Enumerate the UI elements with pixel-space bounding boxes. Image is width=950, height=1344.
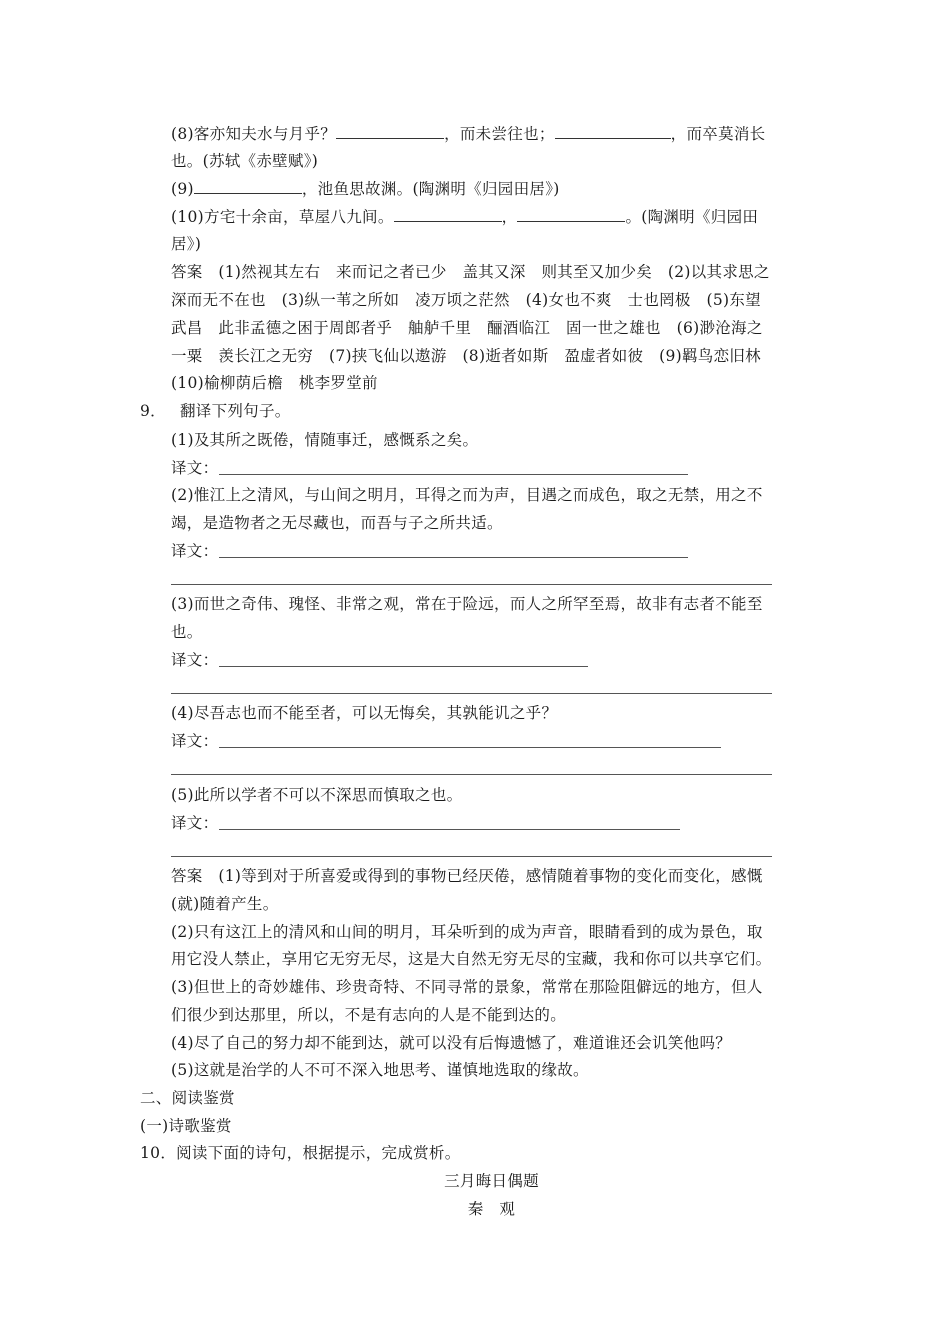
question-9-text: (9) [171,180,194,198]
sentence-2-cont: 竭，是造物者之无尽藏也，而吾与子之所共适。 [171,514,503,532]
question-10-line [171,207,758,227]
answer-blank[interactable] [194,179,302,194]
question-number: 9． [140,402,166,420]
answer-line: (5)这就是治学的人不可不深入地思考、谨慎地选取的缘故。 [171,1061,589,1079]
answer-blank[interactable] [517,207,625,222]
answer-line: (3)但世上的奇妙雄伟、珍贵奇特、不同寻常的景象，常常在那险阻僻远的地方，但人 [171,978,763,996]
sentence-3: (3)而世之奇伟、瑰怪、非常之观，常在于险远，而人之所罕至焉，故非有志者不能至 [171,595,763,613]
answer-line-rule[interactable] [219,829,680,830]
question-9-heading [140,401,291,421]
question-8-text: ，而卒莫消长 [670,125,766,143]
question-10-prompt: 10．阅读下面的诗句，根据提示，完成赏析。 [140,1144,461,1162]
answer-blank[interactable] [336,124,444,139]
question-8-source: 也。(苏轼《赤壁赋》) [171,152,319,170]
sentence-4: (4)尽吾志也而不能至者，可以无悔矣，其孰能讥之乎？ [171,704,558,722]
sentence-1: (1)及其所之既倦，情随事迁，感慨系之矣。 [171,431,479,449]
question-8-text: ，而未尝往也； [444,125,555,143]
translation-label: 译文： [171,732,219,750]
answer-line-rule[interactable] [219,557,688,558]
answer-line: 深而无不在也 (3)纵一苇之所如 凌万顷之茫然 (4)女也不爽 士也罔极 (5)东望 [171,291,761,309]
translation-label: 译文： [171,651,219,669]
answer-line-rule[interactable] [219,666,588,667]
sentence-3-cont: 也。 [171,623,203,641]
subsection-heading: (一)诗歌鉴赏 [140,1117,232,1135]
answer-line: 一粟 羡长江之无穷 (7)挟飞仙以遨游 (8)逝者如斯 盈虚者如彼 (9)羁鸟恋旧林 [171,347,761,365]
answer-line-rule[interactable] [219,747,721,748]
answer-blank[interactable] [394,207,502,222]
sentence-2: (2)惟江上之清风，与山间之明月，耳得之而为声，目遇之而成色，取之无禁，用之不 [171,486,763,504]
answer-line: 武昌 此非孟德之困于周郎者乎 舳舻千里 酾酒临江 固一世之雄也 (6)渺沧海之 [171,319,763,337]
answer-line: 们很少到达那里，所以，不是有志向的人是不能到达的。 [171,1006,567,1024]
question-10-text: ， [501,208,518,226]
question-9-line [171,179,560,199]
answer-line-rule[interactable] [219,474,688,475]
answer-line-rule[interactable] [171,584,772,585]
translation-label: 译文： [171,542,219,560]
answer-blank[interactable] [555,124,671,139]
poem-title: 三月晦日偶题 [444,1172,539,1190]
answer-line-rule[interactable] [171,856,772,857]
question-title: 翻译下列句子。 [179,402,291,420]
poem-author: 秦 观 [467,1200,516,1218]
question-10-source: 居》) [171,235,202,253]
question-9-text: ，池鱼思故渊。(陶渊明《归园田居》) [301,180,560,198]
answer-line: 答案 (1)等到对于所喜爱或得到的事物已经厌倦，感情随着事物的变化而变化，感慨 [171,867,763,885]
answer-line-rule[interactable] [171,774,772,775]
translation-label: 译文： [171,459,219,477]
question-8-line [171,124,765,144]
answer-line: (10)榆柳荫后檐 桃李罗堂前 [171,374,378,392]
question-8-text: (8)客亦知夫水与月乎？ [171,125,337,143]
question-10-text: 。(陶渊明《归园田 [625,208,759,226]
answer-line: 答案 (1)然视其左右 来而记之者已少 盖其又深 则其至又加少矣 (2)以其求思之 [171,263,770,281]
answer-line-rule[interactable] [171,693,772,694]
answer-line: 用它没人禁止，享用它无穷无尽，这是大自然无穷无尽的宝藏，我和你可以共享它们。 [171,950,772,968]
question-10-text: (10)方宅十余亩，草屋八九间。 [171,208,394,226]
answer-line: (2)只有这江上的清风和山间的明月，耳朵听到的成为声音，眼睛看到的成为景色，取 [171,923,763,941]
translation-label: 译文： [171,814,219,832]
sentence-5: (5)此所以学者不可以不深思而慎取之也。 [171,786,463,804]
answer-line: (就)随着产生。 [171,895,279,913]
answer-line: (4)尽了自己的努力却不能到达，就可以没有后悔遗憾了，难道谁还会讥笑他吗？ [171,1034,732,1052]
section-heading: 二、阅读鉴赏 [140,1089,235,1107]
